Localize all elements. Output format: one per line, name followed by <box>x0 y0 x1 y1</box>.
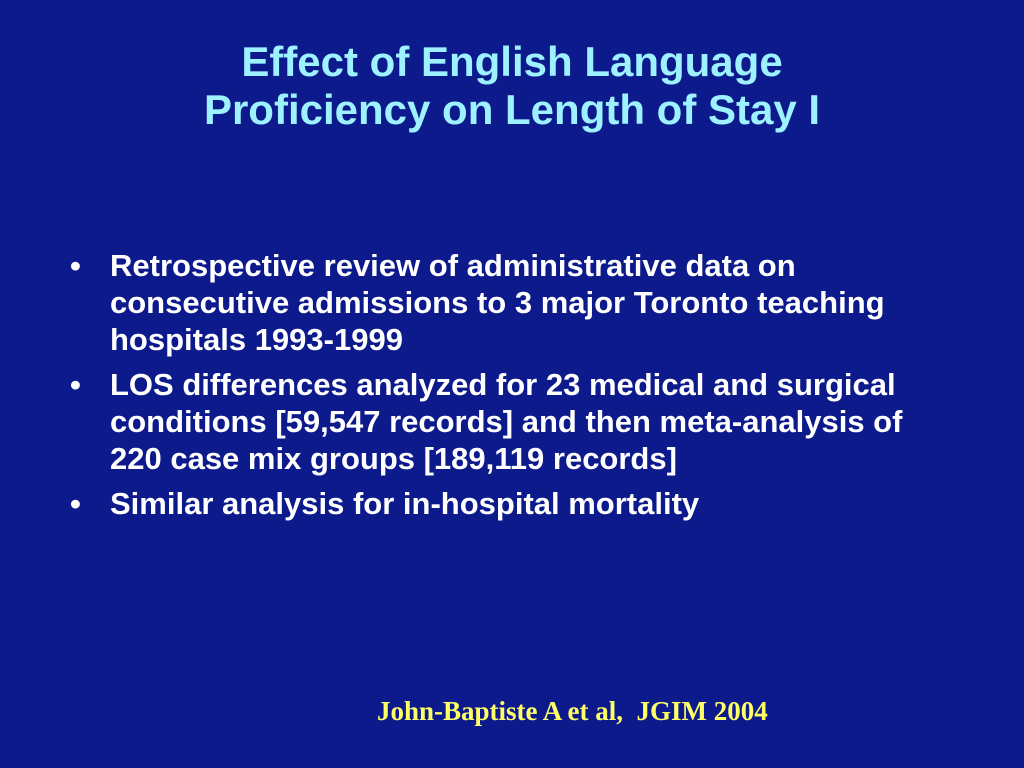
bullet-text: Retrospective review of administrative data on consecutive admissions to 3 major Toronto teaching hospitals 1993-1999 <box>110 248 885 357</box>
bullet-marker: • <box>70 486 81 521</box>
bullet-marker: • <box>70 248 81 283</box>
bullet-item <box>70 485 950 522</box>
citation: John-Baptiste A et al, JGIM 2004 <box>377 696 768 726</box>
bullet-list <box>70 247 950 530</box>
bullet-item <box>70 366 950 477</box>
slide-title-line-1: Effect of English Language <box>241 38 783 85</box>
bullet-item <box>70 247 950 358</box>
bullet-text: Similar analysis for in-hospital mortality <box>110 486 700 521</box>
bullet-marker: • <box>70 367 81 402</box>
slide-title-line-2: Proficiency on Length of Stay I <box>203 86 821 133</box>
bullet-text: LOS differences analyzed for 23 medical and surgical conditions [59,547 records] and then meta-analysis of 220 case mix groups [189,119 records] <box>110 367 903 476</box>
slide-title <box>0 38 1024 134</box>
